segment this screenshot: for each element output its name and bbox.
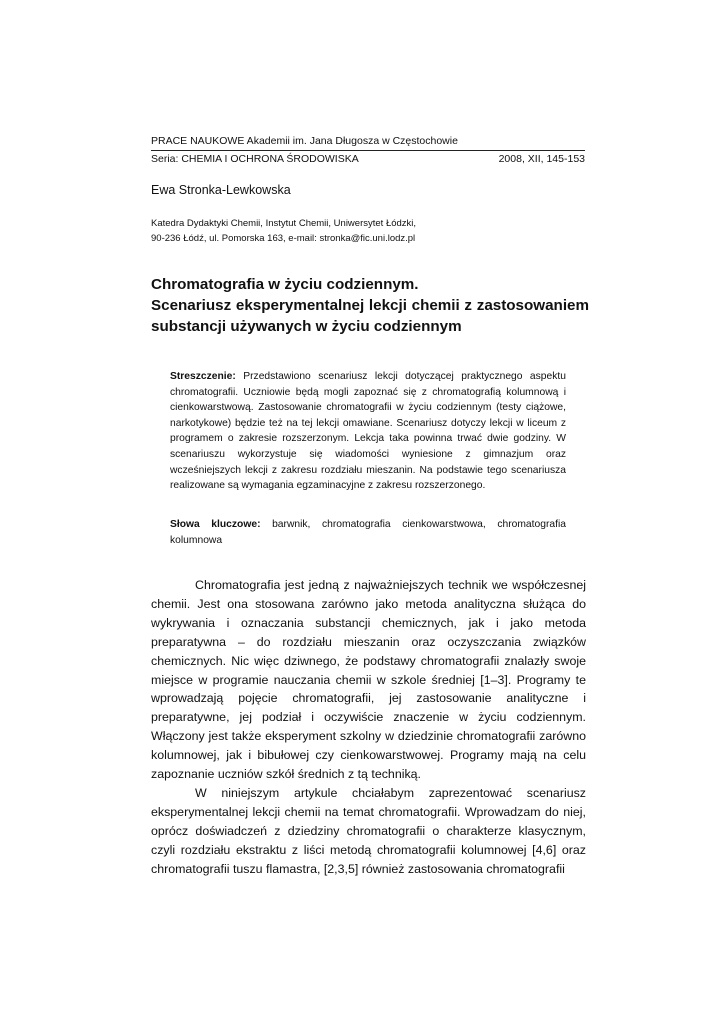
affiliation-line-2: 90-236 Łódź, ul. Pomorska 163, e-mail: stronka@fic.uni.lodz.pl	[151, 233, 416, 244]
body-paragraph-1: Chromatografia jest jedną z najważniejszych technik we współczesnej chemii. Jest ona stosowana zarówno jako metoda analityczna służąca do wykrywania i oznaczania substancji chemicznych, jak i jako metoda preparatywna – do rozdziału mieszanin oraz oczyszczania związków chemicznych. Nic więc dziwnego, że podstawy chromatografii znalazły swoje miejsce w programie nauczania chemii w szkole średniej [1–3]. Programy te wprowadzają pojęcie chromatografii, jej zastosowanie analityczne i preparatywne, jej podział i oczywiście znaczenie w życiu codziennym. Włączony jest także eksperyment szkolny w dziedzinie chromatografii zarówno kolumnowej, jak i bibułowej czy cienkowarstwowej. Programy mają na celu zapoznanie uczniów szkół średnich z tą techniką.	[151, 578, 586, 782]
body-paragraph-2: W niniejszym artykule chciałabym zaprezentować scenariusz eksperymentalnej lekcji chemii na temat chromatografii. Wprowadzam do niej, oprócz doświadczeń z dziedziny chromatografii o charakterze klasycznym, czyli rozdziału ekstraktu z liści metodą chromatografii kolumnowej [4,6] oraz chromatografii tuszu flamastra, [2,3,5] również zastosowania chromatografii	[151, 785, 586, 876]
body-text	[151, 576, 586, 879]
keywords-label: Słowa kluczowe:	[170, 519, 273, 530]
affiliation-line-1: Katedra Dydaktyki Chemii, Instytut Chemii, Uniwersytet Łódzki,	[151, 218, 417, 229]
header-divider	[151, 150, 585, 151]
title-line-3: substancji używanych w życiu codziennym	[151, 318, 462, 335]
series-line	[151, 152, 585, 166]
keywords-text: barwnik, chromatografia cienkowarstwowa, chromatografia kolumnowa	[170, 519, 566, 546]
paper-title	[151, 274, 589, 337]
series-name: Seria: CHEMIA I OCHRONA ŚRODOWISKA	[151, 153, 359, 165]
abstract	[170, 369, 566, 494]
title-line-2: Scenariusz eksperymentalnej lekcji chemii z zastosowaniem	[151, 297, 589, 314]
volume-pages: 2008, XII, 145-153	[498, 153, 585, 165]
abstract-label: Streszczenie:	[170, 371, 244, 382]
affiliation	[151, 216, 416, 246]
keywords	[170, 517, 566, 548]
journal-name: PRACE NAUKOWE Akademii im. Jana Długosza w Częstochowie	[151, 135, 458, 147]
author-name: Ewa Stronka-Lewkowska	[151, 183, 291, 197]
abstract-text: Przedstawiono scenariusz lekcji dotyczącej praktycznego aspektu chromatografii. Uczniowie będą mogli zapoznać się z chromatografią kolumnową i cienkowarstwową. Zastosowanie chromatografii w życiu codziennym (testy ciążowe, narkotykowe) będzie też na tej lekcji omawiane. Scenariusz dotyczy lekcji w liceum z programem o zakresie rozszerzonym. Lekcja taka powinna trwać dwie godziny. W scenariuszu wykorzystuje się wiadomości wyniesione z gimnazjum oraz wcześniejszych lekcji z zakresu rozdziału mieszanin. Na podstawie tego scenariusza realizowane są wymagania egzaminacyjne z zakresu rozszerzonego.	[170, 371, 566, 492]
title-line-1: Chromatografia w życiu codziennym.	[151, 276, 419, 293]
running-header	[151, 134, 585, 166]
